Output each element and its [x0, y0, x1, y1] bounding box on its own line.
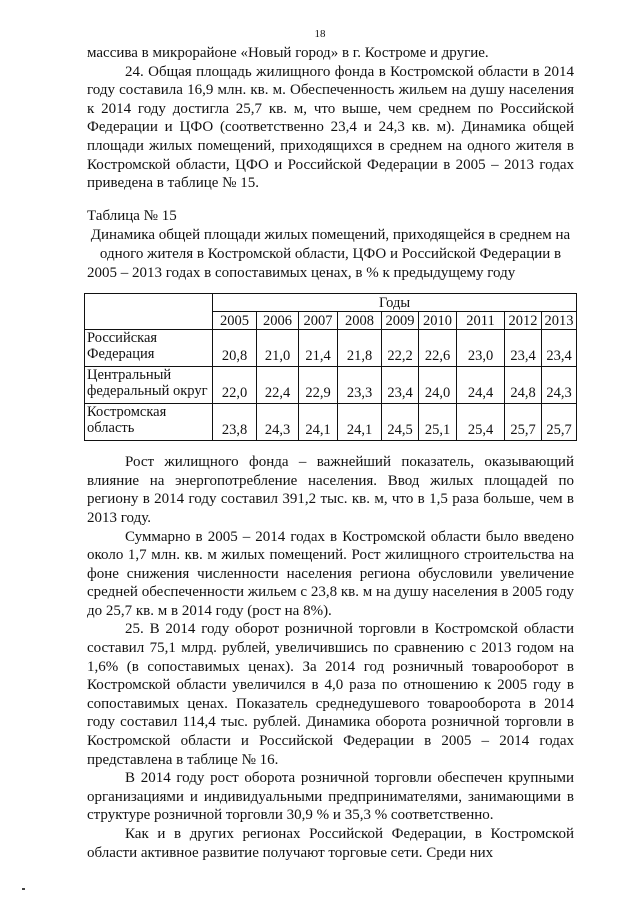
paragraph-housing-growth: Рост жилищного фонда – важнейший показатель, оказывающий влияние на энергопотребление населения. Ввод жилых площадей по региону в 2014 году составил 391,2 тыс. кв. м, что в 1,5 раза больше, чем в 2013 году. [87, 454, 574, 526]
value-cell: 24,1 [299, 404, 338, 441]
value-cell: 22,9 [299, 367, 338, 404]
table-group-header: Годы [213, 294, 577, 312]
value-cell: 24,3 [257, 404, 299, 441]
year-header: 2006 [257, 312, 299, 330]
paragraph-retail-chains: Как и в других регионах Российской Федерации, в Костромской области активное развитие получают торговые сети. Среди них [87, 826, 574, 861]
year-header: 2012 [505, 312, 542, 330]
year-header: 2013 [542, 312, 577, 330]
value-cell: 24,8 [505, 367, 542, 404]
value-cell: 24,0 [419, 367, 457, 404]
value-cell: 22,4 [257, 367, 299, 404]
year-header: 2010 [419, 312, 457, 330]
year-header: 2007 [299, 312, 338, 330]
value-cell: 22,2 [382, 330, 419, 367]
table-title: Динамика общей площади жилых помещений, приходящейся в среднем на одного жителя в Костромской области, ЦФО и Российской Федерации в 2005 – 2013 годах в сопоставимых ценах, в % к предыдущему году [87, 227, 571, 281]
value-cell: 23,4 [505, 330, 542, 367]
table-corner-cell [85, 294, 213, 330]
page-number: 18 [314, 28, 326, 40]
data-table [84, 293, 577, 441]
table-label: Таблица № 15 [87, 207, 177, 224]
table-row [85, 330, 577, 367]
scan-dot [22, 888, 25, 890]
value-cell: 24,5 [382, 404, 419, 441]
value-cell: 24,4 [457, 367, 505, 404]
value-cell: 21,0 [257, 330, 299, 367]
year-header: 2008 [338, 312, 382, 330]
table-row [85, 367, 577, 404]
value-cell: 21,8 [338, 330, 382, 367]
table-header-row-group [85, 294, 577, 312]
paragraph-continuation: массива в микрорайоне «Новый город» в г. Костроме и другие. [87, 45, 489, 61]
year-header: 2011 [457, 312, 505, 330]
region-cell: Костромская область [85, 404, 213, 441]
value-cell: 23,3 [338, 367, 382, 404]
value-cell: 23,0 [457, 330, 505, 367]
value-cell: 23,8 [213, 404, 257, 441]
paragraph-24: 24. Общая площадь жилищного фонда в Костромской области в 2014 году составила 16,9 млн. кв. м. Обеспеченность жильем на душу населения к 2014 году достигла 25,7 кв. м, что выше, чем среднем по Российской Федерации и ЦФО (соответственно 23,4 и 24,3 кв. м). Динамика общей площади жилых помещений, приходящихся в среднем на одного жителя в Костромской области, ЦФО и Российской Федерации в 2005 – 2013 годах приведена в таблице № 15. [87, 63, 574, 192]
year-header: 2005 [213, 312, 257, 330]
paragraph-housing-total: Суммарно в 2005 – 2014 годах в Костромской области было введено около 1,7 млн. кв. м жилых помещений. Рост жилищного строительства на фоне снижения численности населения региона обусловили увеличение средней обеспеченности жильем с 23,8 кв. м на душу населения в 2005 году до 25,7 кв. м в 2014 году (рост на 8%). [87, 528, 574, 619]
paragraph-retail-structure: В 2014 году рост оборота розничной торговли обеспечен крупными организациями и индивидуальными предпринимателями, занимающими в структуре розничной торговли 30,9 % и 35,3 % соответственно. [87, 770, 574, 824]
value-cell: 24,1 [338, 404, 382, 441]
value-cell: 25,4 [457, 404, 505, 441]
value-cell: 24,3 [542, 367, 577, 404]
region-cell: Российская Федерация [85, 330, 213, 367]
region-cell: Центральный федеральный округ [85, 367, 213, 404]
year-header: 2009 [382, 312, 419, 330]
value-cell: 22,6 [419, 330, 457, 367]
paragraph-25: 25. В 2014 году оборот розничной торговли в Костромской области составил 75,1 млрд. рублей, увеличившись по сравнению с 2013 годом на 1,6% (в сопоставимых ценах). За 2014 год розничный товарооборот в Костромской области увеличился в 4,0 раза по отношению к 2005 году в сопоставимых ценах. Показатель среднедушевого товарооборота в 2014 году составил 114,4 тыс. рублей. Динамика оборота розничной торговли в Костромской области и Российской Федерации в 2005 – 2014 годах представлена в таблице № 16. [87, 621, 574, 768]
table-row [85, 404, 577, 441]
document-body [87, 44, 574, 862]
value-cell: 20,8 [213, 330, 257, 367]
value-cell: 21,4 [299, 330, 338, 367]
value-cell: 25,7 [542, 404, 577, 441]
value-cell: 25,7 [505, 404, 542, 441]
value-cell: 23,4 [382, 367, 419, 404]
value-cell: 23,4 [542, 330, 577, 367]
value-cell: 25,1 [419, 404, 457, 441]
value-cell: 22,0 [213, 367, 257, 404]
